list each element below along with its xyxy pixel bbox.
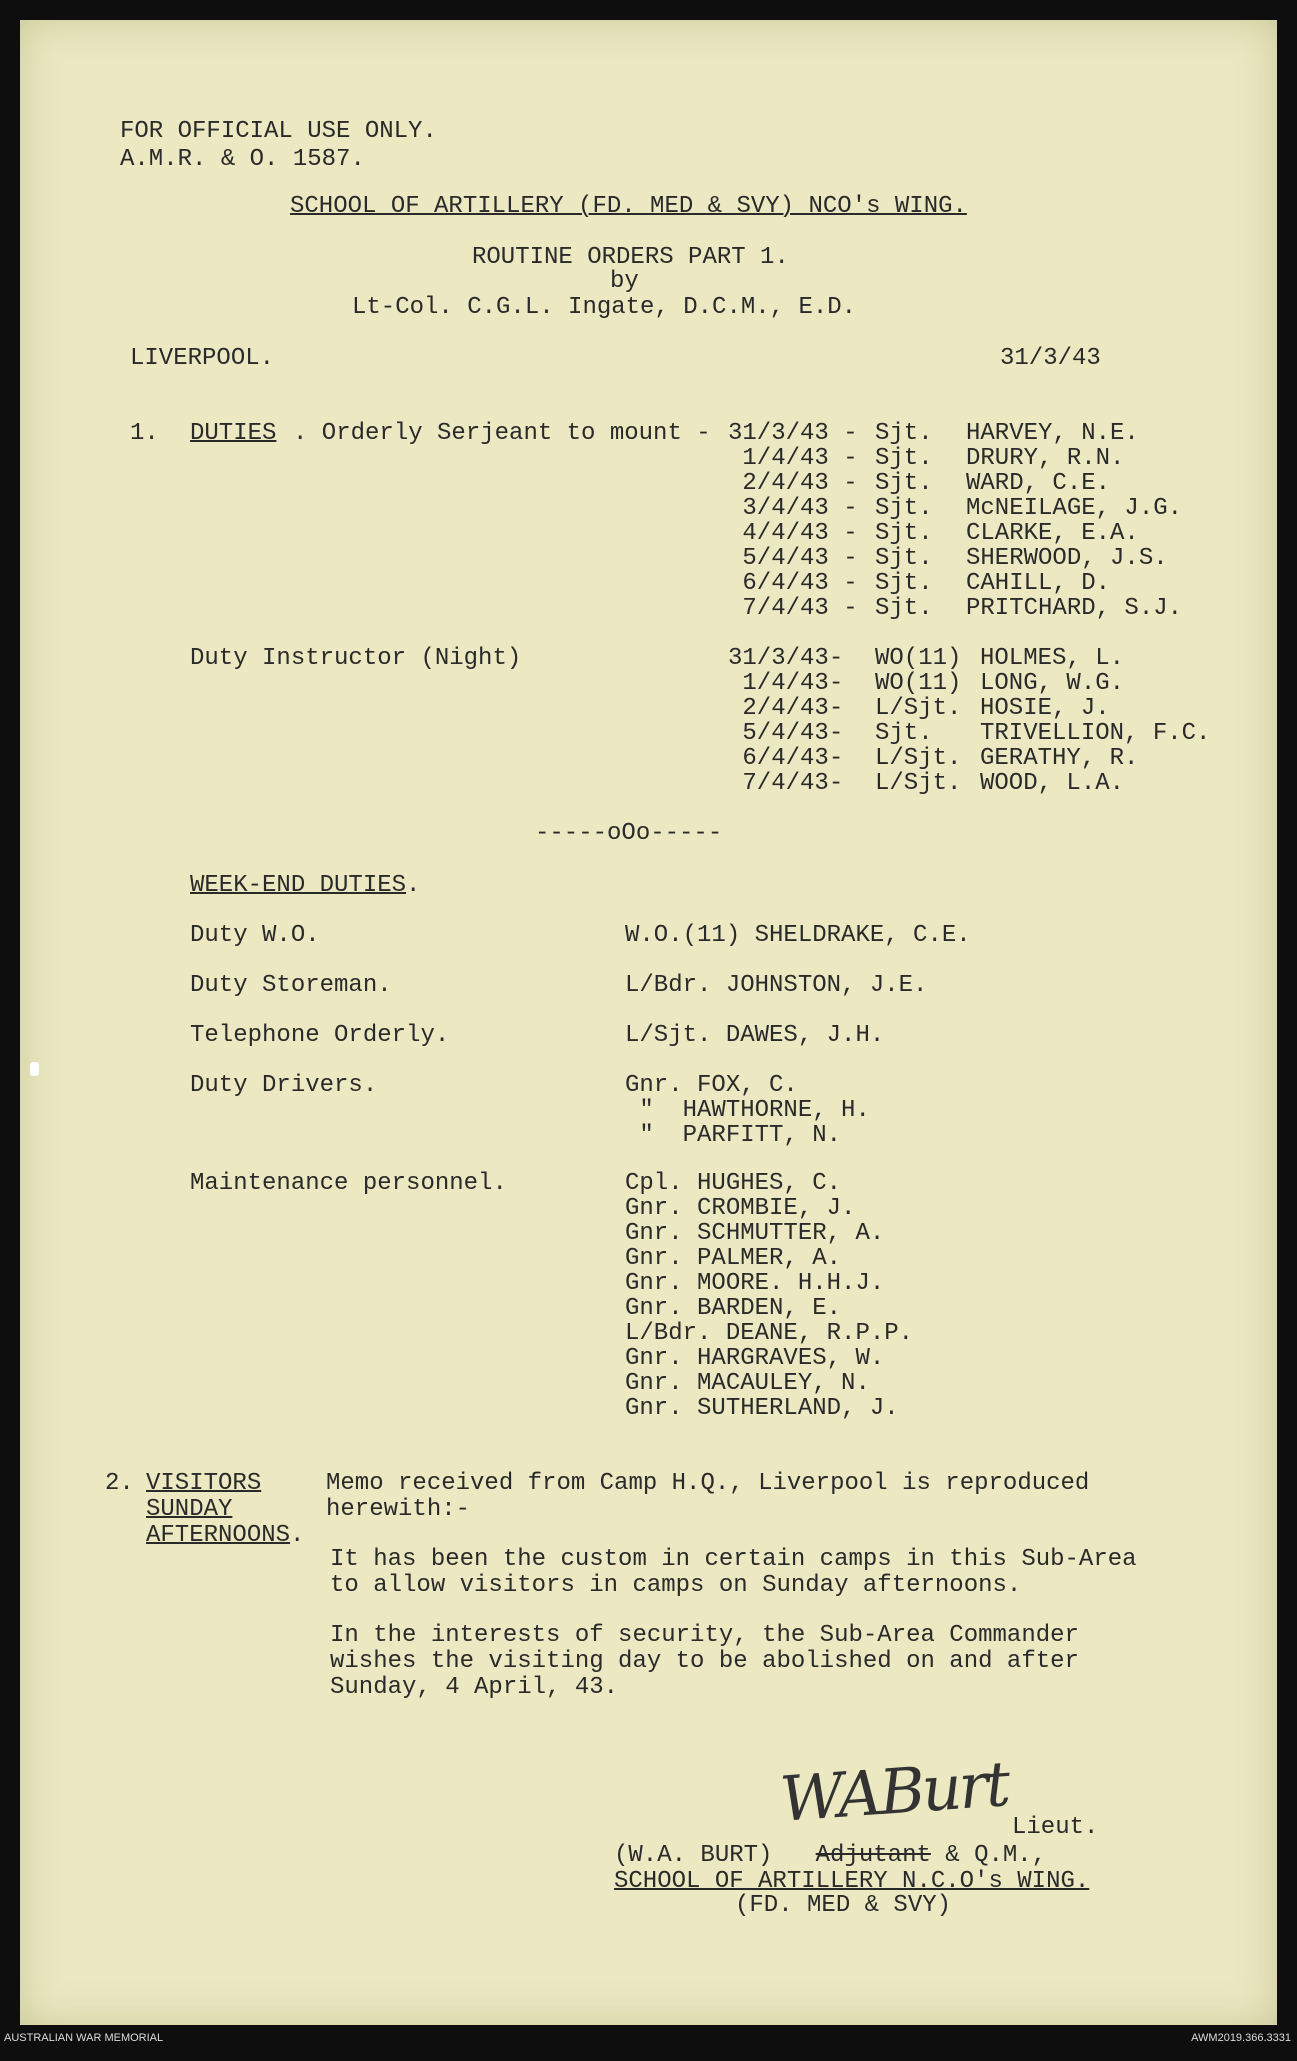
weekend-duty-label: Duty Storeman. — [190, 972, 392, 999]
serjeant-name: HARVEY, N.E. — [966, 420, 1139, 447]
serjeant-date: 6/4/43 - — [728, 570, 858, 597]
serjeant-rank: Sjt. — [875, 470, 933, 497]
serjeant-date: 5/4/43 - — [728, 545, 858, 572]
weekend-duty-label: Telephone Orderly. — [190, 1022, 450, 1049]
instructor-date: 7/4/43- — [728, 770, 844, 797]
visitors-heading-line2: SUNDAY — [146, 1496, 233, 1523]
memo-line-1: Memo received from Camp H.Q., Liverpool is reproduced — [326, 1470, 1090, 1497]
visitors-heading-line3-wrap: AFTERNOONS. — [146, 1522, 305, 1549]
signatory-unit: SCHOOL OF ARTILLERY N.C.O's WING. — [614, 1868, 1090, 1895]
instructor-date: 2/4/43- — [728, 695, 844, 722]
instructor-rank: Sjt. — [875, 720, 933, 747]
signatory-line — [614, 1842, 1046, 1870]
serjeant-name: McNEILAGE, J.G. — [966, 495, 1183, 522]
weekend-duty-person: " HAWTHORNE, H. — [625, 1097, 870, 1124]
location: LIVERPOOL. — [130, 345, 275, 372]
serjeant-rank: Sjt. — [875, 495, 933, 522]
instructor-rank: L/Sjt. — [875, 695, 962, 722]
instructor-date: 6/4/43- — [728, 745, 844, 772]
orderly-serjeant-label: . Orderly Serjeant to mount - — [293, 420, 711, 447]
para2-line-3: Sunday, 4 April, 43. — [330, 1674, 619, 1701]
instructor-rank: L/Sjt. — [875, 745, 962, 772]
reference-number: A.M.R. & O. 1587. — [120, 146, 365, 173]
weekend-duty-person: Gnr. CROMBIE, J. — [625, 1195, 856, 1222]
instructor-rank: L/Sjt. — [875, 770, 962, 797]
document-title: ROUTINE ORDERS PART 1. — [472, 244, 789, 271]
serjeant-name: CLARKE, E.A. — [966, 520, 1139, 547]
instructor-name: HOLMES, L. — [980, 645, 1125, 672]
instructor-rank: WO(11) — [875, 670, 962, 697]
visitors-heading-line1: VISITORS — [146, 1470, 262, 1497]
weekend-duty-person: Gnr. PALMER, A. — [625, 1245, 842, 1272]
instructor-rank: WO(11) — [875, 645, 962, 672]
instructor-name: GERATHY, R. — [980, 745, 1139, 772]
serjeant-rank: Sjt. — [875, 445, 933, 472]
weekend-duty-person: L/Bdr. DEANE, R.P.P. — [625, 1320, 914, 1347]
serjeant-rank: Sjt. — [875, 520, 933, 547]
section-number-1: 1. — [130, 420, 159, 447]
weekend-duty-label: Duty W.O. — [190, 922, 320, 949]
instructor-name: TRIVELLION, F.C. — [980, 720, 1211, 747]
footer-accession-number: AWM2019.366.3331 — [1191, 2032, 1291, 2044]
punch-hole — [30, 1062, 39, 1076]
section-number-2: 2. — [105, 1470, 134, 1497]
serjeant-rank: Sjt. — [875, 420, 933, 447]
weekend-duty-label: Maintenance personnel. — [190, 1170, 507, 1197]
document-date: 31/3/43 — [1000, 345, 1101, 372]
handwritten-signature: WABurt — [777, 1747, 1010, 1836]
instructor-name: HOSIE, J. — [980, 695, 1110, 722]
weekend-duty-person: Gnr. FOX, C. — [625, 1072, 798, 1099]
separator: -----oOo----- — [535, 820, 723, 847]
instructor-name: LONG, W.G. — [980, 670, 1125, 697]
serjeant-name: SHERWOOD, J.S. — [966, 545, 1168, 572]
weekend-duty-person: Gnr. HARGRAVES, W. — [625, 1345, 885, 1372]
para1-line-1: It has been the custom in certain camps in this Sub-Area — [330, 1546, 1137, 1573]
memo-line-2: herewith:- — [326, 1496, 471, 1523]
weekend-duty-person: Gnr. BARDEN, E. — [625, 1295, 842, 1322]
commander-line: Lt-Col. C.G.L. Ingate, D.C.M., E.D. — [352, 294, 857, 321]
signatory-unit-2: (FD. MED & SVY) — [735, 1892, 952, 1919]
para1-line-2: to allow visitors in camps on Sunday afternoons. — [330, 1572, 1022, 1599]
serjeant-date: 4/4/43 - — [728, 520, 858, 547]
weekend-duty-person: Gnr. SCHMUTTER, A. — [625, 1220, 885, 1247]
weekend-duty-person: L/Bdr. JOHNSTON, J.E. — [625, 972, 928, 999]
weekend-heading: WEEK-END DUTIES — [190, 872, 407, 899]
unit-heading: SCHOOL OF ARTILLERY (FD. MED & SVY) NCO's WING. — [290, 193, 967, 220]
instructor-name: WOOD, L.A. — [980, 770, 1125, 797]
serjeant-rank: Sjt. — [875, 595, 933, 622]
weekend-duty-person: Gnr. MOORE. H.H.J. — [625, 1270, 885, 1297]
weekend-duty-label: Duty Drivers. — [190, 1072, 378, 1099]
instructor-date: 1/4/43- — [728, 670, 844, 697]
weekend-duty-person: " PARFITT, N. — [625, 1122, 842, 1149]
serjeant-name: PRITCHARD, S.J. — [966, 595, 1183, 622]
weekend-duty-person: Cpl. HUGHES, C. — [625, 1170, 842, 1197]
signatory-name: (W.A. BURT) — [614, 1842, 773, 1869]
footer-archive-name: AUSTRALIAN WAR MEMORIAL — [4, 2032, 164, 2044]
serjeant-date: 2/4/43 - — [728, 470, 858, 497]
signatory-rank: Lieut. — [1012, 1814, 1099, 1841]
serjeant-date: 31/3/43 - — [728, 420, 858, 447]
weekend-heading-wrap: WEEK-END DUTIES. — [190, 872, 421, 899]
duties-heading: DUTIES — [190, 420, 277, 447]
struck-role: Adjutant — [815, 1842, 931, 1869]
serjeant-date: 7/4/43 - — [728, 595, 858, 622]
weekend-duty-person: Gnr. SUTHERLAND, J. — [625, 1395, 899, 1422]
para2-line-1: In the interests of security, the Sub-Area Commander — [330, 1622, 1079, 1649]
duty-instructor-label: Duty Instructor (Night) — [190, 645, 522, 672]
serjeant-date: 3/4/43 - — [728, 495, 858, 522]
serjeant-name: DRURY, R.N. — [966, 445, 1125, 472]
weekend-duty-person: L/Sjt. DAWES, J.H. — [625, 1022, 885, 1049]
serjeant-name: CAHILL, D. — [966, 570, 1111, 597]
serjeant-date: 1/4/43 - — [728, 445, 858, 472]
weekend-duty-person: W.O.(11) SHELDRAKE, C.E. — [625, 922, 971, 949]
para2-line-2: wishes the visiting day to be abolished on and after — [330, 1648, 1079, 1675]
instructor-date: 5/4/43- — [728, 720, 844, 747]
serjeant-name: WARD, C.E. — [966, 470, 1111, 497]
serjeant-rank: Sjt. — [875, 570, 933, 597]
weekend-duty-person: Gnr. MACAULEY, N. — [625, 1370, 870, 1397]
signatory-role: & Q.M., — [945, 1842, 1047, 1869]
by-line: by — [610, 268, 639, 295]
serjeant-rank: Sjt. — [875, 545, 933, 572]
official-use-label: FOR OFFICIAL USE ONLY. — [120, 118, 437, 145]
instructor-date: 31/3/43- — [728, 645, 844, 672]
